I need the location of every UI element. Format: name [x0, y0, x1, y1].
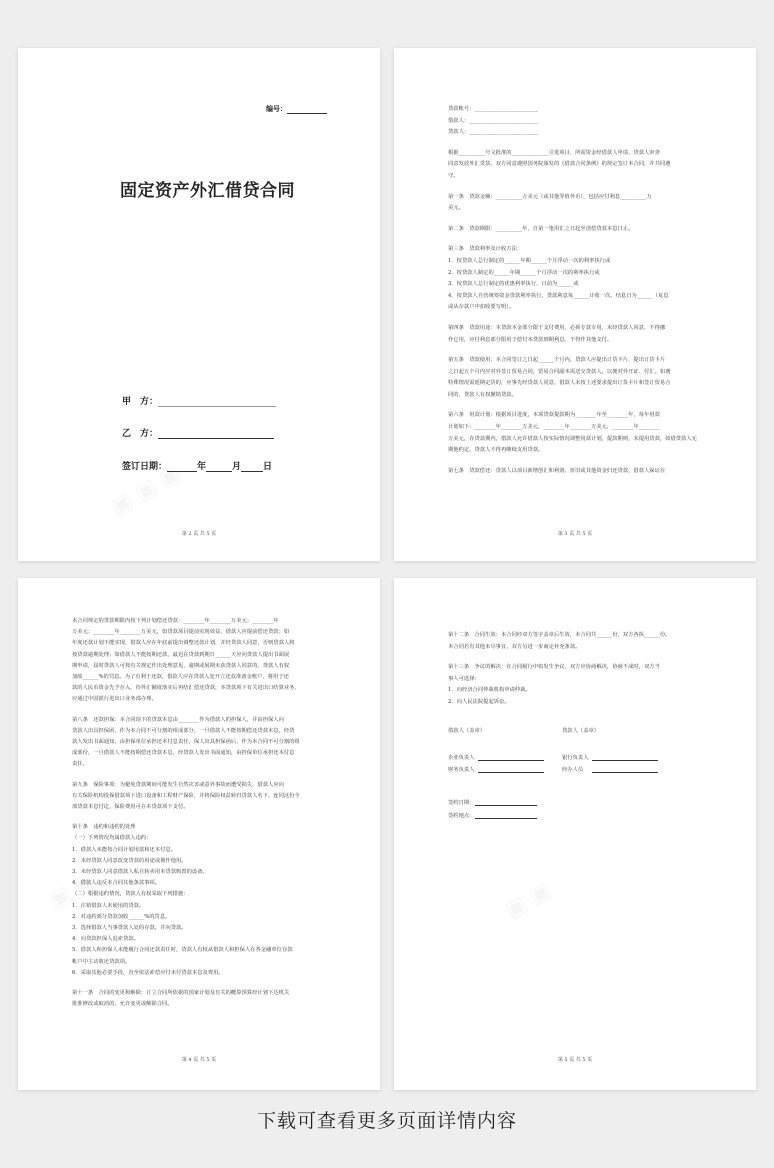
party-b-blank: [158, 429, 274, 439]
party-a-label: 甲 方：: [122, 397, 159, 407]
party-a: [122, 394, 276, 407]
sign-date: [448, 798, 537, 806]
contract-line: 2．未经贷款人同意改变贷款的用途或擅作他用。: [72, 857, 187, 864]
paragraph-gap: [448, 653, 702, 662]
contract-line: 第一条 贷款金额：__________万美元（或其他等值外币），包括应付利息__________万: [448, 193, 652, 200]
watermark: [501, 878, 556, 924]
contract-line: 4．借款人违反本合同其他条款事项。: [72, 880, 161, 887]
paragraph-gap: [448, 139, 702, 148]
contract-line: 计划如下：________年________万美元，________年________万美元，________年________: [448, 424, 660, 431]
sign-place-blank: [475, 813, 537, 819]
bank-head: [562, 753, 658, 761]
contract-line: 贷款人：__________________________: [448, 129, 539, 136]
contract-page-cover: [18, 48, 380, 561]
paragraph-gap: [448, 457, 702, 466]
contract-line: 借款人：__________________________: [448, 117, 539, 124]
year-label: 年: [197, 462, 207, 472]
contract-line: 6．采取其他必要手段，直至依法索偿应付未付贷款本息及费用。: [72, 969, 224, 976]
contract-line: 1．按贷款人总行制定的______年期______个月浮动一次的利率执行或: [448, 257, 611, 264]
handler: [562, 765, 658, 773]
contract-line: 第十二条 合同生效：本合同经双方签字盖章后生效，本合同共______份，双方各执______份。: [448, 632, 671, 638]
contract-page-2: [394, 48, 756, 561]
contract-line: 美元。: [448, 205, 464, 212]
borrower-seal: 借款人（盖章）: [448, 728, 486, 734]
contract-line: 期他约定，贷款人不得再继续支用贷款。: [448, 447, 544, 454]
contract-line: 同的，贷款人有权撤销贷款。: [448, 391, 517, 398]
sign-place: [448, 811, 537, 819]
contract-line: （一）下列情况均属借款人违约：: [72, 835, 152, 842]
day-label: 日: [263, 462, 273, 472]
finance-head: [448, 765, 544, 773]
contract-line: 事人可选择：: [448, 675, 480, 682]
paragraph-gap: [448, 235, 702, 244]
contract-page-4: [394, 578, 756, 1090]
contract-line: 第二条 贷款期限：__________年，自第一笔用汇之日起至清偿贷款本息日止。: [448, 225, 634, 232]
contract-line: 贷款人出具担保函，作为本合同不可分割的组成部分，一旦借款人不能按期偿还贷款本息，经贷: [72, 727, 295, 734]
paragraph-gap: [448, 401, 702, 410]
sign-date-label: 签约日期：: [448, 800, 475, 806]
contract-line: 或从存款户中扣收要写明）。: [448, 304, 515, 311]
contract-line: 2．按贷款人制定的______年期______个月浮动一次的利率执行或: [448, 269, 600, 276]
sign-date-blank: [475, 800, 537, 806]
contract-line: 根据__________号文批准的______________引进项目，所需资金经借款人申请，贷款人审查: [448, 149, 660, 156]
contract-title: 固定资产外汇借贷合同: [120, 181, 295, 201]
contract-line: 本合同若有其他未尽事宜，双方另进一步商定补充条款。: [448, 643, 581, 650]
enterprise-head-label: 企业负责人: [448, 755, 475, 761]
contract-line: 本合同规定的贷款期限内按下列计划偿还贷款：________年________万美元；________年: [72, 618, 279, 624]
enterprise-head: [448, 753, 544, 761]
contract-line: 批准修改或取消的，允许变更或解除合同。: [72, 1001, 173, 1008]
contract-line: 第四条 贷款用途：本贷款本金部分限于支付费用，必须专款专用，未经贷款人同意，不得挪: [448, 324, 666, 331]
page-2-body: [448, 104, 702, 477]
contract-line: 之日起五个月内应对外签订贸易合同，贸易合同副本需送交贷款人，以便对外开证、付汇。如遇: [448, 368, 671, 375]
contract-line: 第七条 贷款偿还：贷款人以项目新增创汇和利润、折旧或其他资金归还贷款，借款人保证在: [448, 467, 666, 474]
day-blank: [241, 462, 263, 472]
paragraph-gap: [448, 183, 702, 192]
lender-seal: 贷款人（盖章）: [562, 728, 600, 734]
contract-line: 1．借款人未能按合同计划用款和还本付息。: [72, 846, 177, 853]
contract-line: 第十三条 争议的解决：在合同履行中如发生争议，双方应协商解决，协商不成时，双方当: [448, 664, 660, 671]
page-footer: 第 2 页 共 5 页: [181, 531, 217, 537]
paragraph-gap: [448, 346, 702, 355]
contract-line: 5．借款人和担保人未能履行合同还款责任时，贷款人有权从借款人和担保人在各金融单位存款: [72, 947, 293, 954]
contract-line: 第六条 用款计划：根据项目进度，本项贷款提款期为________年至________年，每年用款: [448, 412, 660, 419]
paragraph-gap: [72, 706, 326, 715]
contract-line: 守。: [448, 172, 459, 179]
bank-head-blank: [592, 755, 658, 761]
contract-line: 期申请，届时贷款人可按有关规定作出处理意见，逾期或展期未获贷款人同意的，贷款人有权: [72, 662, 290, 669]
paragraph-gap: [72, 979, 326, 988]
paragraph-gap: [448, 215, 702, 224]
finance-head-label: 财务负责人: [448, 767, 475, 773]
contract-line: 有关保险机构投保借款项下进口设备和工程财产保险，并将保险权益转归贷款人名下，连同这份全: [72, 792, 300, 799]
contract-line: 成部份，一旦借款人不能按期偿还贷款本息，经贷款人发出书面通知，由担保单位承担还本付息: [72, 750, 295, 757]
party-b: [122, 426, 274, 439]
contract-line: 3．按贷款人总行制定的优惠利率执行，日前为______或: [448, 281, 579, 288]
contract-line: 加收______%的罚息。为了有利于还款，借款人应在贷款人处开立还款准备金账户，将用于还: [72, 674, 289, 681]
contract-line: 部贷款本息付讫，保险费用可在本贷款项下支付。: [72, 804, 189, 811]
contract-line: 万美元，在贷款期内，借款人允许借款人按实际情况调整用款计划，提款期则，未提用贷款，如借贷款人无: [448, 435, 697, 442]
handler-label: 经办人员: [562, 767, 584, 773]
contract-line: 按贷款逾期处理；如借款人不能按期还款，最迟在贷款到期日______天应向贷款人提出书面展: [72, 651, 290, 658]
contract-page-3: [18, 578, 380, 1090]
contract-line: 3．未经贷款人同意借款人私自转卖用本贷款购置的设备。: [72, 869, 208, 876]
contract-line: 第十条 违约和违约的处理: [72, 824, 136, 831]
paragraph-gap: [72, 813, 326, 822]
contract-line: 责任。: [72, 761, 88, 768]
contract-line: 款人发出书面通知，由担保单位承担还本付息责任，保人出具担保函后，作为本合同不可分割的组: [72, 739, 300, 746]
contract-line: 同意发放外汇贷款，双方同意遵照国务院颁发的《借款合同条例》的规定签订本合同，并共同遵: [448, 161, 671, 168]
sign-place-label: 签约地点：: [448, 813, 475, 819]
page-footer: 第 5 页 共 5 页: [557, 1057, 593, 1063]
page-3-body: [72, 616, 326, 1011]
contract-line: 年度还款计划不能实现，借款人应在年底前提出调整还款计划，并经贷款人同意，否则贷款人将: [72, 640, 295, 647]
contract-line: 4．向贷款担保人追索贷款。: [72, 936, 139, 943]
sign-date-label: 签订日期：: [122, 462, 168, 472]
contract-line: 3．选择借款人当事贷款人处的存款，并向贷款。: [72, 925, 187, 932]
bank-head-label: 银行负责人: [562, 755, 589, 761]
handler-blank: [592, 767, 658, 773]
contract-line: 1．向经济合同仲裁机构申请仲裁。: [448, 687, 531, 694]
contract-line: 作它用，应付利息部分限用于偿付本贷款到期利息，不得作其他支付。: [448, 336, 613, 343]
contract-line: 2．对违约部分贷款加收______%的罚息。: [72, 913, 171, 920]
contract-line: （二）根据违约情况，贷款人有权采取下列措施：: [72, 891, 189, 898]
party-a-blank: [158, 397, 276, 407]
paragraph-gap: [448, 314, 702, 323]
contract-line: 4．按贷款人自营统筹资金贷款利率执行，贷款利息每______计收一次，结息日为______（复息: [448, 292, 669, 299]
party-b-label: 乙 方：: [122, 429, 159, 439]
page-4-body: [448, 630, 702, 709]
contract-line: 款的人民币资金先予存入，待外汇额度落实后再结汇偿还贷款，本贷款项下有关进出口结算业务，: [72, 685, 300, 692]
paragraph-gap: [72, 771, 326, 780]
month-label: 月: [232, 462, 242, 472]
finance-head-blank: [478, 767, 544, 773]
contract-line: 第五条 贷款使用：本合同签订之日起______个月内，贷款人应提出订货卡片，提出订货卡片: [448, 357, 666, 364]
page-footer: 第 4 页 共 5 页: [181, 1057, 217, 1063]
sign-date: [122, 459, 272, 472]
number-label: 编号：: [266, 104, 287, 113]
contract-line: 帐户中主动收还贷款项。: [72, 958, 131, 965]
contract-line: 应通过中国银行进出口业务部办理。: [72, 696, 157, 703]
contract-line: 第十一条 合同的变更和解除：订立合同所依据的国家计划及有关的概算预算经计划下达机关: [72, 990, 290, 997]
page-footer: 第 3 页 共 5 页: [557, 531, 593, 537]
contract-line: 1．注销借款人未使用的贷款。: [72, 902, 145, 909]
number-blank: [287, 106, 327, 114]
download-caption: 下载可查看更多页面详情内容: [256, 1110, 517, 1132]
enterprise-head-blank: [478, 755, 544, 761]
contract-line: 第三条 贷款利率及计收方法：: [448, 246, 523, 253]
month-blank: [206, 462, 232, 472]
contract-line: 万美元；________年________万美元，如贷款项目提前实现效益，借款人应提前偿还贷款；如: [72, 629, 290, 636]
contract-line: 第八条 还款担保：本合同项下的贷款本息由________作为借款人的担保人，并由担保人向: [72, 716, 284, 723]
contract-number: [266, 104, 327, 114]
contract-line: 特殊情况需延期定货的，应事先经贷款人同意，借款人未按上述要求提出订货卡片和签订贸易合: [448, 380, 671, 387]
contract-line: 2．向人民法院提起诉讼。: [448, 698, 510, 705]
contract-line: 第九条 保险事项：为避免贷款期间可能发生自然灾害或意外事故而遭受损失，借款人应向: [72, 781, 284, 788]
contract-line: 贷款帐号：________________________: [448, 106, 539, 112]
